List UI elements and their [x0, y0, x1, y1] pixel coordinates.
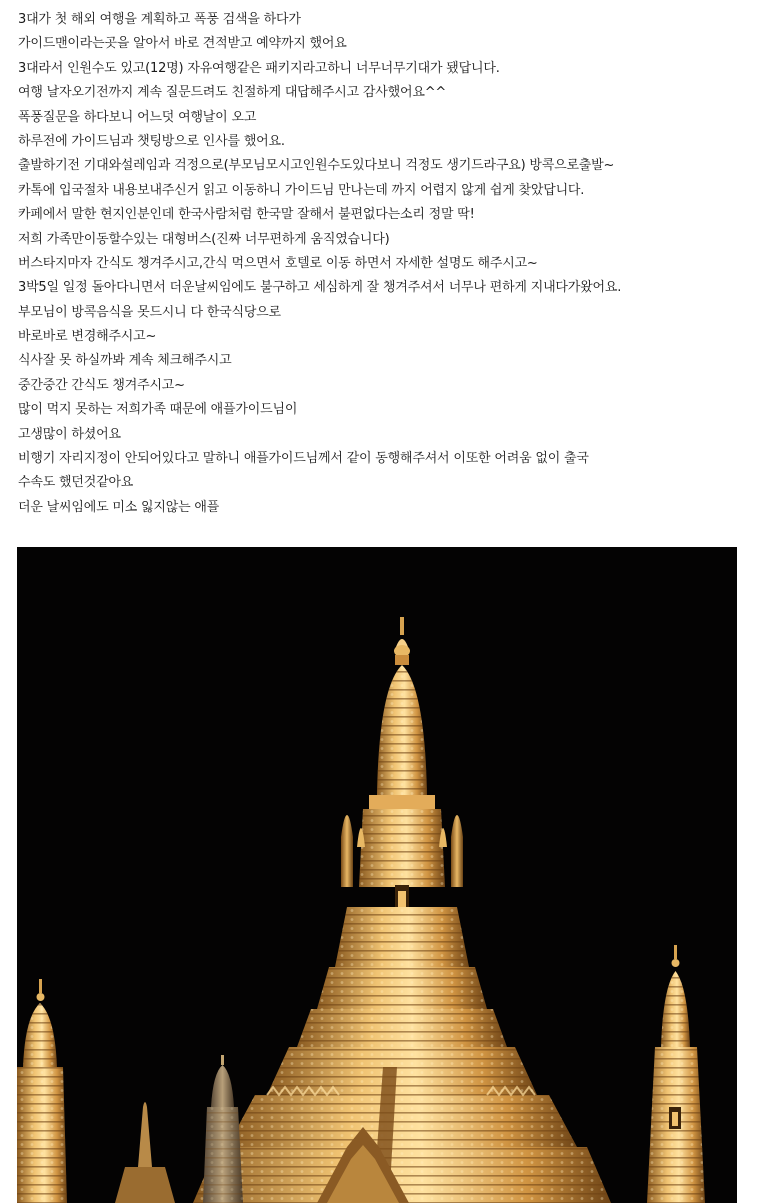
review-line: 식사잘 못 하실까봐 계속 체크해주시고 [18, 353, 232, 369]
temple-photo [17, 547, 737, 1203]
review-line: 3박5일 일정 돌아다니면서 더운날씨임에도 불구하고 세심하게 잘 챙겨주셔서 너무나 편하게 지내다가왔어요. [18, 280, 622, 296]
review-line: 카페에서 말한 현지인분인데 한국사람처럼 한국말 잘해서 불편없다는소리 정말 딱! [18, 207, 475, 223]
review-line: 가이드맨이라는곳을 알아서 바로 견적받고 예약까지 했어요 [18, 36, 347, 52]
review-line: 중간중간 간식도 챙겨주시고~ [18, 377, 185, 393]
review-text [18, 0, 748, 520]
review-line: 수속도 했던것같아요 [18, 475, 134, 491]
temple-photo-illustration [17, 547, 737, 1203]
review-line: 저희 가족만이동할수있는 대형버스(진짜 너무편하게 움직였습니다) [18, 231, 390, 247]
review-line: 비행기 자리지정이 안되어있다고 말하니 애플가이드님께서 같이 동행해주셔서 이또한 어려움 없이 출국 [18, 451, 589, 467]
review-line: 버스타지마자 간식도 챙겨주시고,간식 먹으면서 호텔로 이동 하면서 자세한 설명도 해주시고~ [18, 255, 538, 271]
review-line: 바로바로 변경해주시고~ [18, 329, 157, 345]
post-body [18, 0, 748, 520]
review-line: 3대라서 인원수도 있고(12명) 자유여행같은 패키지라고하니 너무너무기대가 됐답니다. [18, 60, 500, 76]
review-line: 많이 먹지 못하는 저희가족 때문에 애플가이드님이 [18, 402, 298, 418]
review-line: 폭풍질문을 하다보니 어느덧 여행날이 오고 [18, 109, 257, 125]
review-line: 하루전에 가이드님과 챗팅방으로 인사를 했어요. [18, 133, 285, 149]
review-line: 부모님이 방콕음식을 못드시니 다 한국식당으로 [18, 304, 281, 320]
review-line: 카톡에 입국절차 내용보내주신거 읽고 이동하니 가이드님 만나는데 까지 어렵지 않게 쉽게 찾았답니다. [18, 182, 585, 198]
review-line: 출발하기전 기대와설레임과 걱정으로(부모님모시고인원수도있다보니 걱정도 생기드라구요) 방콕으로출발~ [18, 158, 615, 174]
review-line: 더운 날씨임에도 미소 잃지않는 애플 [18, 499, 220, 515]
review-line: 여행 날자오기전까지 계속 질문드려도 친절하게 대답해주시고 감사했어요^^ [18, 85, 447, 101]
review-line: 3대가 첫 해외 여행을 계획하고 폭풍 검색을 하다가 [18, 12, 301, 27]
review-line: 고생많이 하셨어요 [18, 426, 121, 442]
